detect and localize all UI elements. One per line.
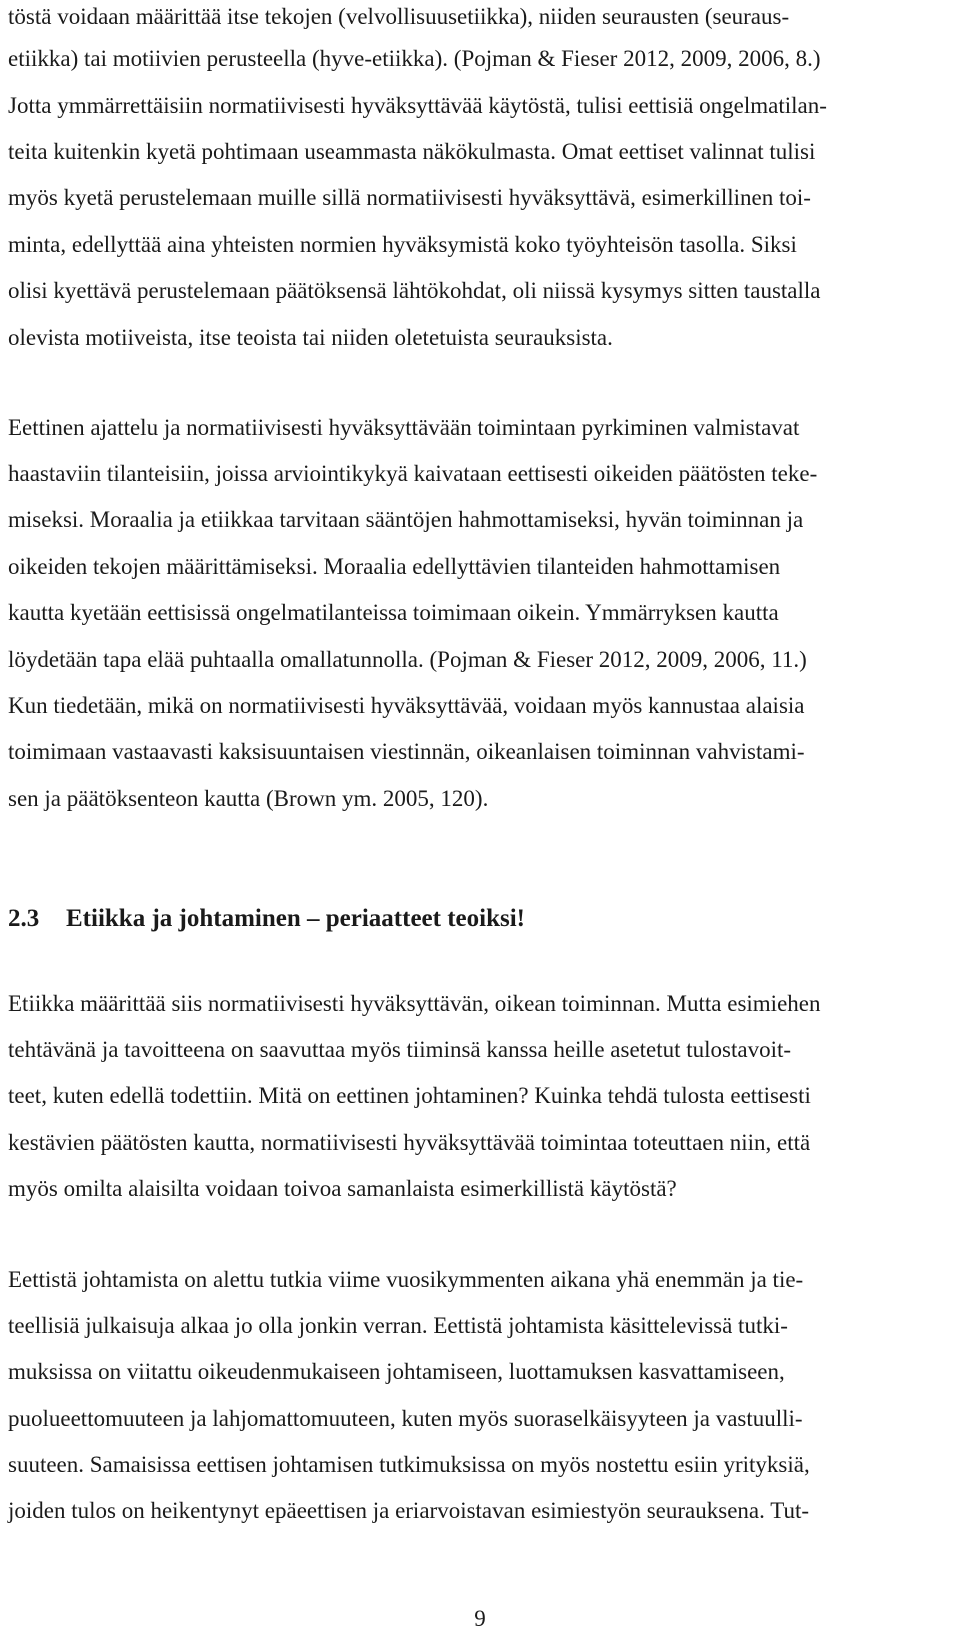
text-line: miseksi. Moraalia ja etiikkaa tarvitaan sääntöjen hahmottamiseksi, hyvän toiminnan ja [8,507,804,532]
text-line: teita kuitenkin kyetä pohtimaan useammasta näkökulmasta. Omat eettiset valinnat tulisi [8,139,816,164]
text-line: muksissa on viitattu oikeudenmukaiseen johtamiseen, luottamuksen kasvattamiseen, [8,1359,785,1384]
text-line: Jotta ymmärrettäisiin normatiivisesti hyväksyttävää käytöstä, tulisi eettisiä ongelmatilan- [8,93,827,118]
text-line: oikeiden tekojen määrittämiseksi. Moraalia edellyttävien tilanteiden hahmottamisen [8,554,781,579]
text-line: suuteen. Samaisissa eettisen johtamisen tutkimuksissa on myös nostettu esiin yrityksiä, [8,1452,810,1477]
text-line: Etiikka määrittää siis normatiivisesti hyväksyttävän, oikean toiminnan. Mutta esimiehen [8,991,821,1016]
text-line: olevista motiiveista, itse teoista tai niiden oletetuista seurauksista. [8,325,613,350]
text-line: Eettinen ajattelu ja normatiivisesti hyväksyttävään toimintaan pyrkiminen valmistavat [8,415,800,440]
text-line: Eettistä johtamista on alettu tutkia viime vuosikymmenten aikana yhä enemmän ja tie- [8,1267,804,1292]
text-line: haastaviin tilanteisiin, joissa arviointikykyä kaivataan eettisesti oikeiden päätösten teke- [8,461,818,486]
text-line: joiden tulos on heikentynyt epäeettisen ja eriarvoistavan esimiestyön seurauksena. Tut- [8,1498,809,1523]
text-line: puolueettomuuteen ja lahjomattomuuteen, kuten myös suoraselkäisyyteen ja vastuulli- [8,1406,803,1431]
text-line: töstä voidaan määrittää itse tekojen (velvollisuusetiikka), niiden seurausten (seuraus- [8,4,790,29]
text-line: teellisiä julkaisuja alkaa jo olla jonkin verran. Eettistä johtamista käsittelevissä tutki- [8,1313,788,1338]
text-line: myös kyetä perustelemaan muille sillä normatiivisesti hyväksyttävä, esimerkillinen toi- [8,185,811,210]
text-line: teet, kuten edellä todettiin. Mitä on eettinen johtaminen? Kuinka tehdä tulosta eettisesti [8,1083,811,1108]
text-line: kautta kyetään eettisissä ongelmatilanteissa toimimaan oikein. Ymmärryksen kautta [8,600,779,625]
text-line: toimimaan vastaavasti kaksisuuntaisen viestinnän, oikeanlaisen toiminnan vahvistami- [8,739,805,764]
text-line: etiikka) tai motiivien perusteella (hyve-etiikka). (Pojman & Fieser 2012, 2009, 2006, 8.) [8,46,821,71]
text-line: myös omilta alaisilta voidaan toivoa samanlaista esimerkillistä käytöstä? [8,1176,677,1201]
section-number: 2.3 [8,905,40,932]
text-line: olisi kyettävä perustelemaan päätöksensä lähtökohdat, oli niissä kysymys sitten taustalla [8,278,821,303]
text-line: tehtävänä ja tavoitteena on saavuttaa myös tiiminsä kanssa heille asetetut tulostavoit- [8,1037,792,1062]
page-number: 9 [474,1606,486,1631]
text-line: kestävien päätösten kautta, normatiivisesti hyväksyttävää toimintaa toteuttaen niin, että [8,1130,811,1155]
text-line: Kun tiedetään, mikä on normatiivisesti hyväksyttävää, voidaan myös kannustaa alaisia [8,693,805,718]
section-heading [8,903,525,935]
text-line: löydetään tapa elää puhtaalla omallatunnolla. (Pojman & Fieser 2012, 2009, 2006, 11.) [8,647,807,672]
text-line: minta, edellyttää aina yhteisten normien hyväksymistä koko työyhteisön tasolla. Siksi [8,232,797,257]
section-title: Etiikka ja johtaminen – periaatteet teoiksi! [66,905,525,932]
text-line: sen ja päätöksenteon kautta (Brown ym. 2005, 120). [8,786,489,811]
